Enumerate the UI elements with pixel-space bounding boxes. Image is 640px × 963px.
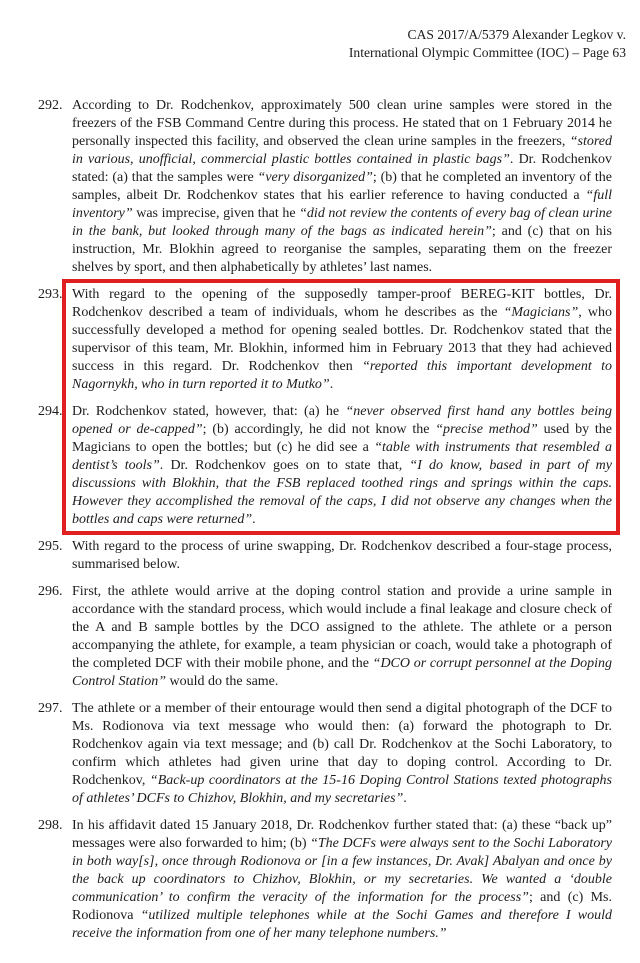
paragraph-number: 293. — [38, 287, 63, 302]
quoted-italic-text: “never observed first hand any bottles being opened or de-capped” — [72, 404, 612, 437]
body-text: With regard to the opening of the supposedly tamper-proof BEREG-KIT bottles, Dr. Rodchenkov described a team of individuals, whom he describes as the — [72, 287, 612, 320]
quoted-italic-text: “table with instruments that resembled a dentist’s tools” — [72, 440, 612, 473]
body-text: . — [403, 791, 407, 806]
paragraph-text — [72, 700, 612, 808]
paragraph-row — [38, 286, 612, 394]
body-text: would do the same. — [166, 674, 279, 689]
paragraph-row — [38, 583, 612, 691]
body-text: With regard to the process of urine swapping, Dr. Rodchenkov described a four-stage process, summarised below. — [72, 539, 612, 572]
page-reference: International Olympic Committee (IOC) – Page 63 — [348, 44, 626, 60]
body-text: . Dr. Rodchenkov goes on to state that, — [159, 458, 410, 473]
page-header — [38, 26, 626, 61]
body-text: According to Dr. Rodchenkov, approximately 500 clean urine samples were stored in the freezers of the FSB Command Centre during this process. He stated that on 1 February 2014 he personally inspected this facility, and observed the clean urine samples in the freezers, — [72, 98, 612, 149]
paragraph-text — [72, 97, 612, 277]
paragraph-number: 296. — [38, 584, 63, 599]
paragraph-row — [38, 97, 612, 277]
paragraph-number: 292. — [38, 98, 63, 113]
quoted-italic-text: “full inventory” — [72, 188, 612, 221]
body-text: Dr. Rodchenkov stated, however, that: (a) he — [72, 404, 346, 419]
document-body — [38, 97, 612, 943]
case-reference: CAS 2017/A/5379 Alexander Legkov v. — [407, 27, 626, 42]
paragraph-number: 295. — [38, 539, 63, 554]
body-text: was imprecise, given that he — [132, 206, 300, 221]
paragraph-text — [72, 286, 612, 394]
body-text: ; and (c) that on his instruction, Mr. Blokhin agreed to reorganise the samples, separating them on the freezer shelves by sport, and then alphabetically by athletes’ last names. — [72, 224, 612, 275]
highlighted-passage — [38, 286, 612, 529]
paragraph-text — [72, 403, 612, 529]
body-text: In his affidavit dated 15 January 2018, Dr. Rodchenkov further stated that: (a) these “back up” messages were also forwarded to him; (b) — [72, 818, 612, 851]
body-text: . — [329, 377, 334, 392]
paragraph-row — [38, 700, 612, 808]
paragraph-text — [72, 538, 612, 574]
quoted-italic-text: “utilized multiple telephones while at the Sochi Games and therefore I would receive the information from one of her many telephone numbers.” — [72, 908, 612, 941]
body-text: The athlete or a member of their entourage would then send a digital photograph of the DCF to Ms. Rodionova via text message who would then: (a) forward the photograph to Dr. Rodchenkov again via text message; and (b) call Dr. Rodchenkov at the Sochi Laboratory, to confirm which athletes had given urine that day to doping control. According to Dr. Rodchenkov, — [72, 701, 612, 788]
quoted-italic-text: “did not review the contents of every bag of clean urine in the bank, but looked through many of the bags as indicated herein” — [72, 206, 612, 239]
body-text: ; (b) accordingly, he did not know the — [202, 422, 436, 437]
body-text: . — [252, 512, 256, 527]
quoted-italic-text: “Back-up coordinators at the 15-16 Doping Control Stations texted photographs of athletes’ DCFs to Chizhov, Blokhin, and my secretaries” — [72, 773, 613, 806]
quoted-italic-text: “I do know, based in part of my discussions with Blokhin, that the FSB replaced toothed rings and springs within the caps. However they accomplished the removal of the caps, I did not observe any changes when the bottles and caps were returned” — [72, 458, 612, 527]
paragraph-number: 294. — [38, 404, 63, 419]
paragraph-number: 298. — [38, 818, 63, 833]
body-text: ; (b) that he completed an inventory of the samples, albeit Dr. Rodchenkov states that his earlier reference to having conducted a — [72, 170, 612, 203]
body-text: . Dr. Rodchenkov stated: (a) that the samples were — [72, 152, 612, 185]
quoted-italic-text: “very disorganized” — [257, 170, 373, 185]
body-text: used by the Magicians to open the bottles; but (c) he did see a — [72, 422, 612, 455]
paragraph-text — [72, 583, 612, 691]
quoted-italic-text: “reported this important development to Nagornykh, who in turn reported it to Mutko” — [72, 359, 612, 392]
paragraph-row — [38, 538, 612, 574]
quoted-italic-text: “The DCFs were always sent to the Sochi Laboratory in both way[s], once through Rodionova or [in a few instances, Dr. Avak] Abalyan and once by the back up coordinators to Chizhov, Blokhin, or my secretaries. We wanted a ‘double communication’ to confirm the veracity of the information for the process” — [72, 836, 612, 905]
paragraph-row — [38, 403, 612, 529]
body-text: , who successfully developed a method for opening sealed bottles. Dr. Rodchenkov stated that the supervisor of this team, Mr. Blokhin, informed him in February 2013 that they had achieved success in this regard. Dr. Rodchenkov then — [72, 305, 612, 374]
body-text: First, the athlete would arrive at the doping control station and provide a urine sample in accordance with the standard process, which would include a final leakage and closure check of the A and B sample bottles by the DCO assigned to the athlete. The athlete or a person accompanying the athlete, for example, a team physician or coach, would take a photograph of the completed DCF with their mobile phone, and the — [72, 584, 612, 671]
paragraph-number: 297. — [38, 701, 63, 716]
body-text: ; and (c) Ms. Rodionova — [72, 890, 612, 923]
paragraph-row — [38, 817, 612, 943]
quoted-italic-text: “DCO or corrupt personnel at the Doping Control Station” — [72, 656, 613, 689]
quoted-italic-text: “Magicians” — [503, 305, 579, 320]
paragraph-text — [72, 817, 612, 943]
quoted-italic-text: “stored in various, unofficial, commercial plastic bottles contained in plastic bags” — [72, 134, 612, 167]
quoted-italic-text: “precise method” — [435, 422, 538, 437]
